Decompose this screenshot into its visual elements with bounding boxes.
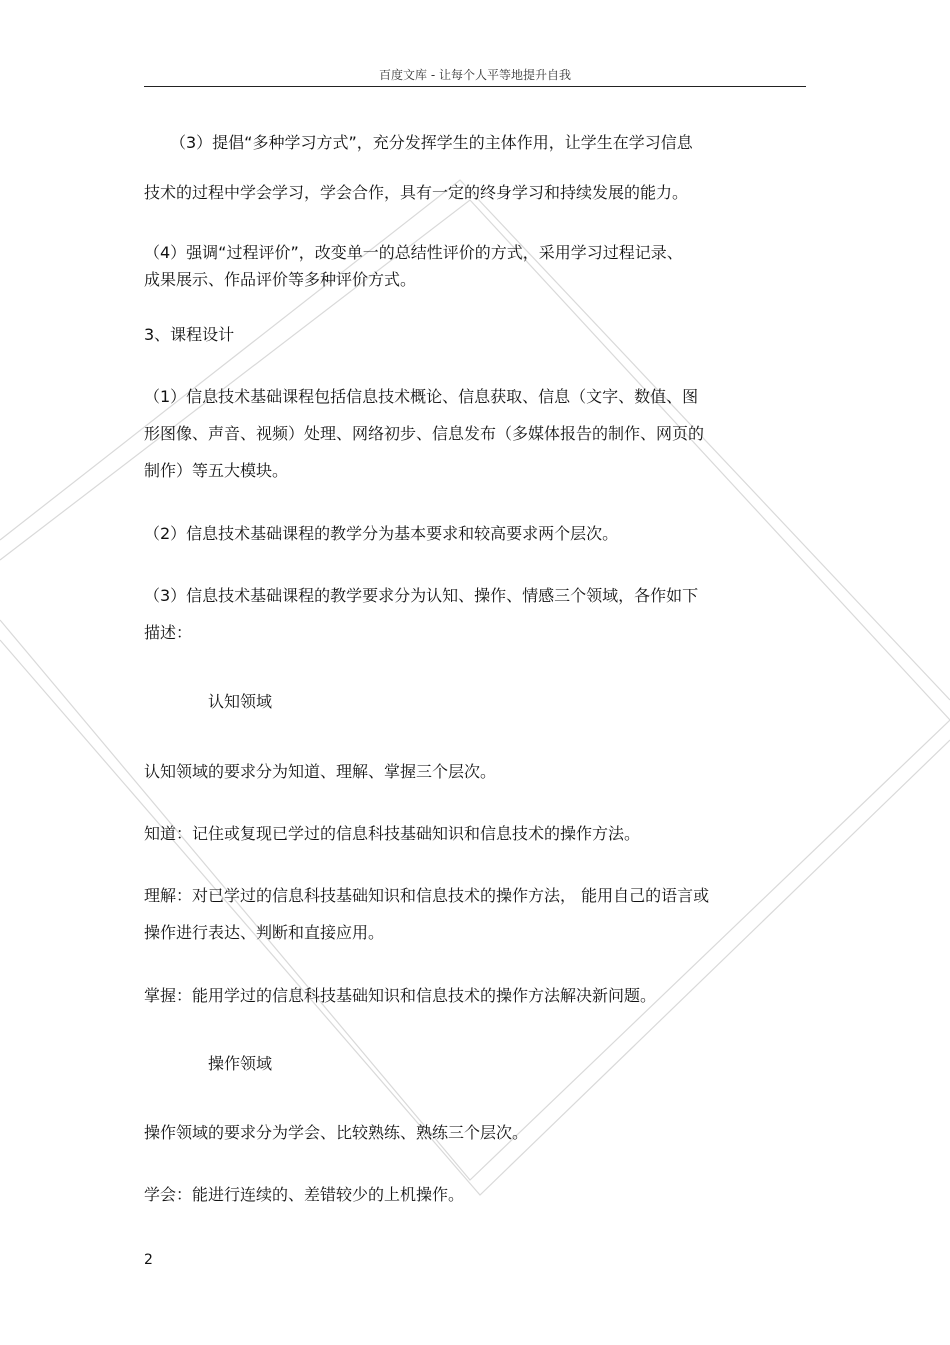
paragraph-line: 制作）等五大模块。 — [144, 461, 289, 480]
paragraph-line: 认知领域的要求分为知道、理解、掌握三个层次。 — [144, 762, 497, 781]
paragraph-line: 理解：对已学过的信息科技基础知识和信息技术的操作方法， 能用自己的语言或 — [144, 886, 710, 905]
page-header: 百度文库 - 让每个人平等地提升自我 — [379, 68, 571, 82]
subsection-heading: 认知领域 — [208, 692, 273, 711]
paragraph-line: 形图像、声音、视频）处理、网络初步、信息发布（多媒体报告的制作、网页的 — [144, 424, 705, 443]
header-divider — [144, 86, 806, 87]
paragraph-line: 描述： — [144, 623, 193, 642]
paragraph-line: 操作领域的要求分为学会、比较熟练、熟练三个层次。 — [144, 1123, 529, 1142]
paragraph-line: （3）提倡“多种学习方式”，充分发挥学生的主体作用，让学生在学习信息 — [170, 133, 693, 152]
paragraph-line: 知道：记住或复现已学过的信息科技基础知识和信息技术的操作方法。 — [144, 824, 641, 843]
paragraph-line: 成果展示、作品评价等多种评价方式。 — [144, 270, 417, 289]
paragraph-line: （4）强调“过程评价”，改变单一的总结性评价的方式，采用学习过程记录、 — [144, 243, 683, 262]
paragraph-line: 操作进行表达、判断和直接应用。 — [144, 923, 385, 942]
paragraph-line: 技术的过程中学会学习，学会合作，具有一定的终身学习和持续发展的能力。 — [144, 183, 689, 202]
paragraph-line: （3）信息技术基础课程的教学要求分为认知、操作、情感三个领域，各作如下 — [144, 586, 699, 605]
paragraph-line: （2）信息技术基础课程的教学分为基本要求和较高要求两个层次。 — [144, 524, 619, 543]
paragraph-line: （1）信息技术基础课程包括信息技术概论、信息获取、信息（文字、数值、图 — [144, 387, 699, 406]
page-number: 2 — [144, 1252, 153, 1268]
subsection-heading: 操作领域 — [208, 1054, 273, 1073]
paragraph-line: 学会：能进行连续的、差错较少的上机操作。 — [144, 1185, 465, 1204]
section-heading: 3、课程设计 — [144, 325, 235, 344]
paragraph-line: 掌握：能用学过的信息科技基础知识和信息技术的操作方法解决新问题。 — [144, 986, 657, 1005]
